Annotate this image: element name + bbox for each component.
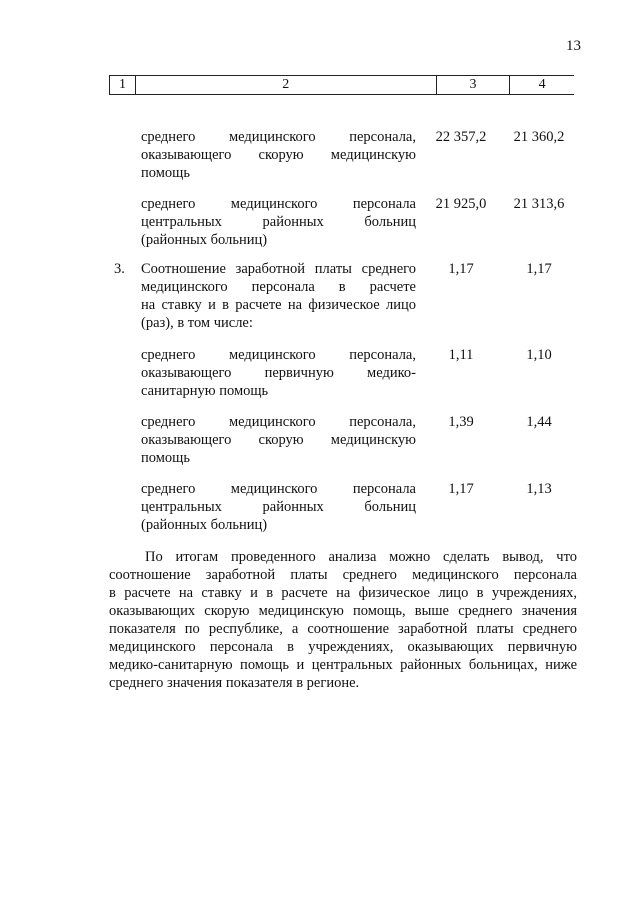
row-desc-line: (районных больниц): [141, 517, 268, 533]
row-value-col3: 22 357,2: [435, 129, 487, 145]
row-desc-line: оказывающего первичную медико-: [141, 365, 416, 381]
row-value-col3: 1,39: [448, 414, 474, 430]
row-desc-line: оказывающего скорую медицинскую: [141, 147, 416, 163]
paragraph-line: По итогам проведенного анализа можно сделать вывод, что: [145, 549, 577, 565]
row-number: 3.: [114, 261, 125, 277]
row-desc-line: центральных районных больниц: [141, 499, 416, 515]
paragraph-line: медико-санитарную помощь и центральных районных больницах, ниже: [109, 657, 577, 673]
conclusion-paragraph: [109, 548, 577, 692]
row-value-col3: 1,11: [448, 347, 474, 363]
row-value-col4: 21 360,2: [513, 129, 565, 145]
row-desc-line: среднего медицинского персонала: [141, 196, 416, 212]
paragraph-line: соотношение заработной платы среднего медицинского персонала: [109, 567, 577, 583]
paragraph-line: оказывающих скорую медицинскую помощь, выше среднего значения: [109, 603, 577, 619]
row-desc-line: санитарную помощь: [141, 383, 269, 399]
row-description: [141, 260, 416, 332]
row-value-col3: 1,17: [448, 481, 474, 497]
header-col-1: 1: [109, 76, 135, 94]
paragraph-line: среднего значения показателя в регионе.: [109, 675, 360, 691]
row-desc-line: оказывающего скорую медицинскую: [141, 432, 416, 448]
paragraph-line: в расчете на ставку и в расчете на физическое лицо в учреждениях,: [109, 585, 577, 601]
header-col-2: 2: [135, 76, 436, 94]
row-desc-line: (районных больниц): [141, 232, 268, 248]
row-value-col3: 21 925,0: [435, 196, 487, 212]
row-description: [141, 195, 416, 249]
row-desc-line: на ставку и в расчете на физическое лицо: [141, 297, 416, 313]
row-desc-line: среднего медицинского персонала,: [141, 347, 416, 363]
row-desc-line: (раз), в том числе:: [141, 315, 253, 331]
row-value-col3: 1,17: [448, 261, 474, 277]
row-description: [141, 128, 416, 182]
paragraph-line: показателя по республике, а соотношение заработной платы среднего: [109, 621, 577, 637]
row-desc-line: центральных районных больниц: [141, 214, 416, 230]
row-desc-line: среднего медицинского персонала,: [141, 129, 416, 145]
header-col-3: 3: [436, 76, 510, 94]
row-value-col4: 1,17: [526, 261, 552, 277]
row-value-col4: 1,10: [526, 347, 552, 363]
row-desc-line: помощь: [141, 165, 190, 181]
row-value-col4: 21 313,6: [513, 196, 565, 212]
row-description: [141, 346, 416, 400]
row-desc-line: Соотношение заработной платы среднего: [141, 261, 416, 277]
row-desc-line: среднего медицинского персонала: [141, 481, 416, 497]
row-description: [141, 413, 416, 467]
row-desc-line: медицинского персонала в расчете: [141, 279, 416, 295]
row-description: [141, 480, 416, 534]
row-desc-line: среднего медицинского персонала,: [141, 414, 416, 430]
row-value-col4: 1,13: [526, 481, 552, 497]
table-header-row: [109, 75, 574, 95]
row-desc-line: помощь: [141, 450, 190, 466]
header-col-4: 4: [509, 76, 574, 94]
page-number: 13: [566, 38, 581, 54]
row-value-col4: 1,44: [526, 414, 552, 430]
paragraph-line: медицинского персонала в учреждениях, оказывающих первичную: [109, 639, 577, 655]
